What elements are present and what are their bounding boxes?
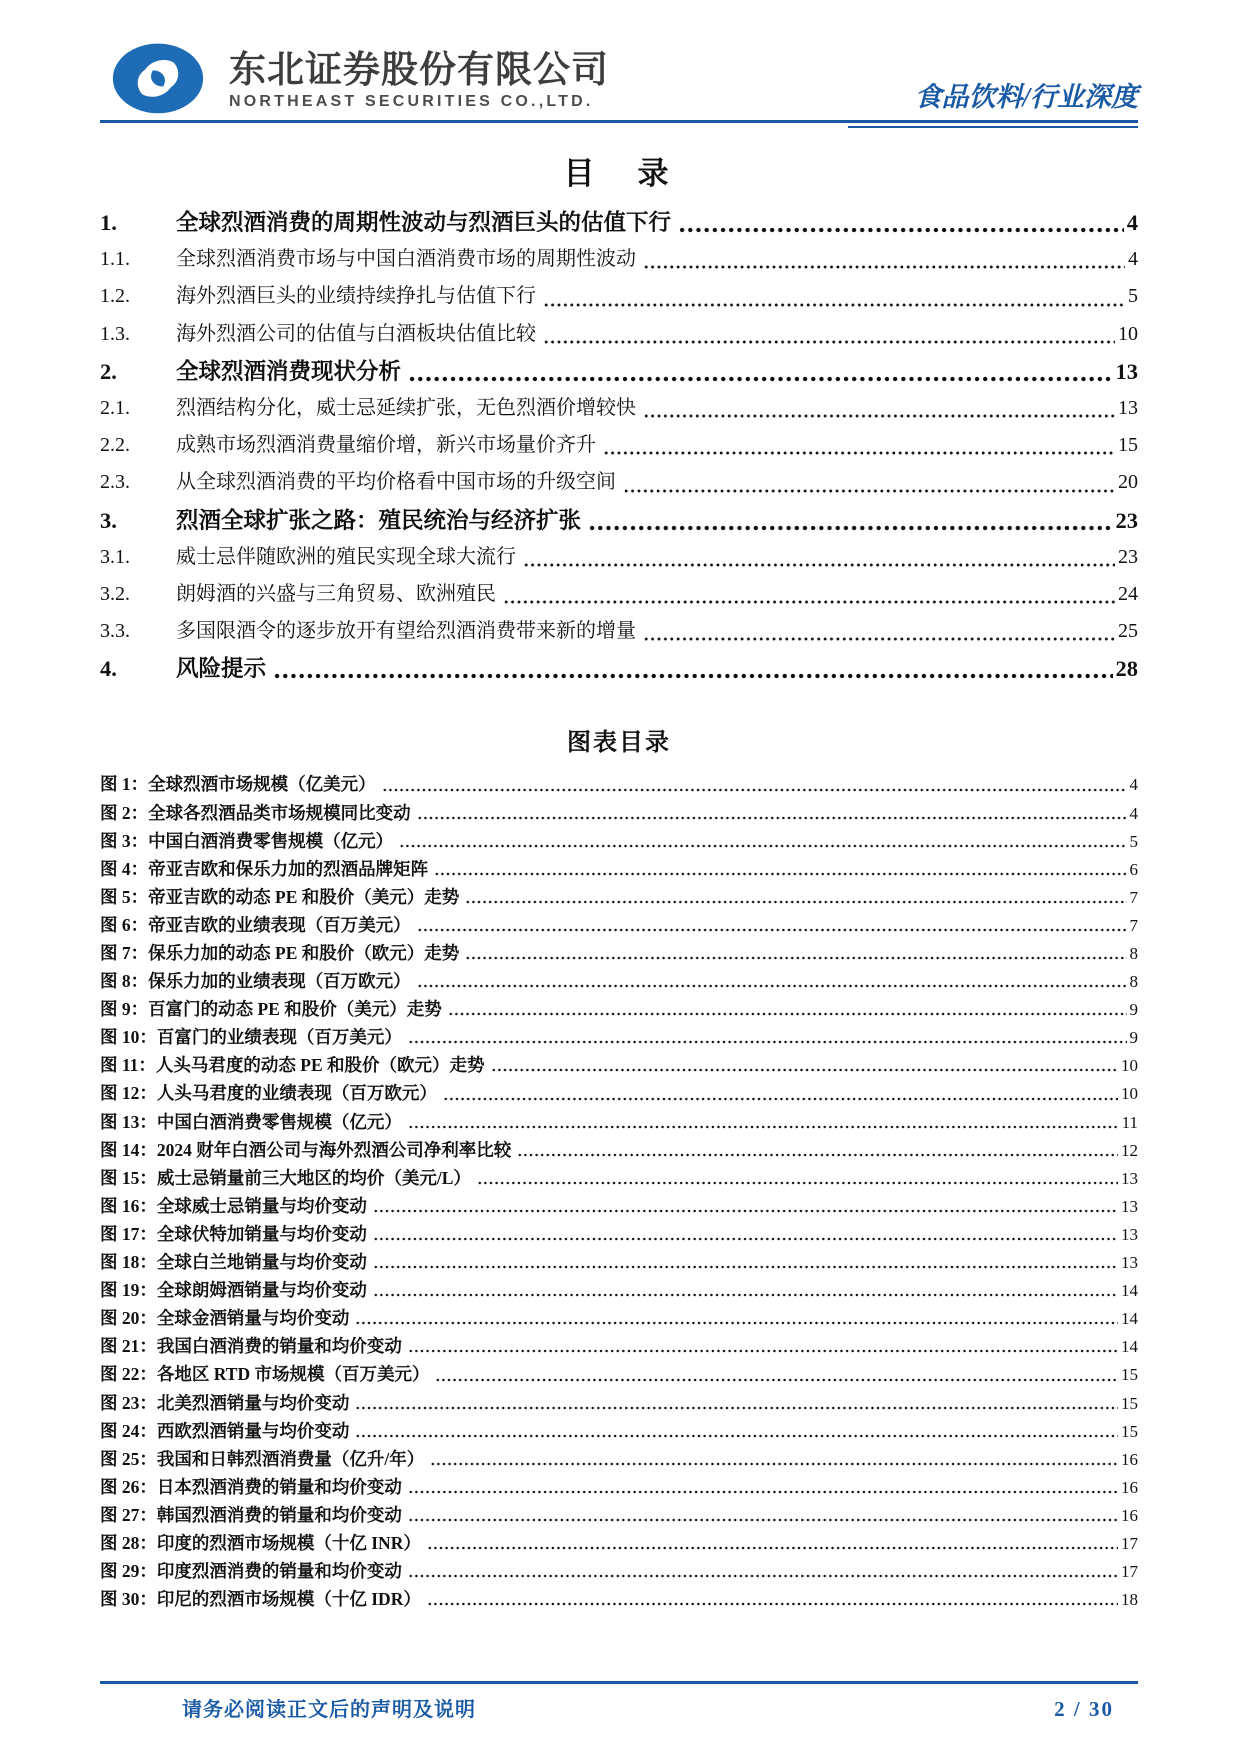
toc-entry[interactable] xyxy=(100,540,1138,577)
figure-entry-page: 8 xyxy=(1129,972,1138,992)
toc-entry-title: 多国限酒令的逐步放开有望给烈酒消费带来新的增量 xyxy=(176,620,636,643)
dot-leader xyxy=(543,300,1125,310)
figure-entry-page: 13 xyxy=(1121,1224,1138,1244)
dot-leader xyxy=(355,1432,1118,1440)
figure-entry-page: 7 xyxy=(1129,915,1138,935)
dot-leader xyxy=(373,1235,1118,1243)
toc-entry-page: 23 xyxy=(1115,507,1138,533)
dot-leader xyxy=(465,954,1126,962)
figure-entry-label: 图 24：西欧烈酒销量与均价变动 xyxy=(100,1420,350,1441)
figure-entry-page: 8 xyxy=(1129,944,1138,963)
report-header xyxy=(100,42,1138,118)
figure-entry-label: 图 26：日本烈酒消费的销量和均价变动 xyxy=(100,1476,402,1497)
toc-entry[interactable] xyxy=(100,205,1138,242)
figure-entry-page: 16 xyxy=(1121,1505,1138,1525)
figure-entry-label: 图 5：帝亚吉欧的动态 PE 和股价（美元）走势 xyxy=(100,886,460,907)
figure-entry-label: 图 15：威士忌销量前三大地区的均价（美元/L） xyxy=(100,1167,471,1188)
toc-entry-number: 3.2. xyxy=(100,582,130,605)
dot-leader xyxy=(643,262,1125,272)
figure-entry-label: 图 22：各地区 RTD 市场规模（百万美元） xyxy=(100,1364,430,1385)
toc-entry[interactable] xyxy=(100,391,1138,428)
toc-entry-title: 全球烈酒消费市场与中国白酒消费市场的周期性波动 xyxy=(176,248,636,271)
dot-leader xyxy=(448,1010,1127,1018)
dot-leader xyxy=(434,870,1126,878)
dot-leader xyxy=(623,486,1115,496)
figure-entry[interactable] xyxy=(100,1305,1138,1333)
company-name-cn: 东北证券股份有限公司 xyxy=(229,48,609,90)
dot-leader xyxy=(643,634,1115,644)
toc-entry-title: 烈酒全球扩张之路：殖民统治与经济扩张 xyxy=(176,507,582,533)
toc-entry[interactable] xyxy=(100,428,1138,465)
figure-entry[interactable] xyxy=(100,1361,1138,1389)
figure-entry[interactable] xyxy=(100,828,1138,856)
dot-leader xyxy=(465,898,1126,906)
dot-leader xyxy=(373,1291,1118,1299)
figure-entry[interactable] xyxy=(100,1137,1138,1165)
figure-entry[interactable] xyxy=(100,1221,1138,1249)
figure-entry-label: 图 9：百富门的动态 PE 和股价（美元）走势 xyxy=(100,999,442,1020)
dot-leader xyxy=(603,448,1115,458)
toc-entry-number: 3.1. xyxy=(100,545,130,568)
figure-entry[interactable] xyxy=(100,1558,1138,1586)
figure-entry-page: 6 xyxy=(1129,859,1138,879)
toc-entry-title: 朗姆酒的兴盛与三角贸易、欧洲殖民 xyxy=(176,582,496,605)
toc-entry-title: 烈酒结构分化，威士忌延续扩张，无色烈酒价增较快 xyxy=(176,396,636,419)
figure-entry[interactable] xyxy=(100,1502,1138,1530)
dot-leader xyxy=(643,411,1115,421)
figure-entry[interactable] xyxy=(100,1052,1138,1080)
figure-entry[interactable] xyxy=(100,940,1138,968)
dot-leader xyxy=(427,1600,1118,1608)
toc-entry[interactable] xyxy=(100,651,1138,688)
figure-entry[interactable] xyxy=(100,1024,1138,1052)
figure-entry-label: 图 28：印度的烈酒市场规模（十亿 INR） xyxy=(100,1532,421,1553)
figure-entry-label: 图 18：全球白兰地销量与均价变动 xyxy=(100,1252,367,1273)
company-logo-icon xyxy=(100,42,216,118)
figure-entry-label: 图 2：全球各烈酒品类市场规模同比变动 xyxy=(100,802,411,823)
dot-leader xyxy=(408,1572,1118,1580)
toc-entry[interactable] xyxy=(100,577,1138,614)
dot-leader xyxy=(523,560,1115,570)
figure-entry-label: 图 6：帝亚吉欧的业绩表现（百万美元） xyxy=(100,914,411,935)
figure-entry[interactable] xyxy=(100,884,1138,912)
toc-entry-title: 从全球烈酒消费的平均价格看中国市场的升级空间 xyxy=(176,471,616,494)
dot-leader xyxy=(382,786,1127,794)
figure-entry[interactable] xyxy=(100,1418,1138,1446)
toc-entry-page: 15 xyxy=(1118,434,1138,457)
dot-leader xyxy=(678,224,1124,236)
dot-leader xyxy=(491,1066,1118,1074)
toc-entry-page: 4 xyxy=(1126,210,1138,235)
toc-entry[interactable] xyxy=(100,354,1138,391)
toc-title: 目 录 xyxy=(563,156,675,191)
toc-entry-page: 5 xyxy=(1128,285,1138,308)
figure-entry-page: 10 xyxy=(1121,1084,1138,1104)
toc-entry-title: 海外烈酒公司的估值与白酒板块估值比较 xyxy=(176,322,536,345)
toc-entry[interactable] xyxy=(100,242,1138,279)
figure-entry-page: 10 xyxy=(1121,1056,1138,1076)
toc-entry-title: 全球烈酒消费现状分析 xyxy=(176,358,402,384)
report-page xyxy=(0,42,1241,1754)
figure-entry[interactable] xyxy=(100,1080,1138,1108)
toc-entry-page: 10 xyxy=(1118,322,1138,345)
figure-entry-label: 图 19：全球朗姆酒销量与均价变动 xyxy=(100,1280,367,1301)
dot-leader xyxy=(408,1038,1127,1046)
figure-entry-page: 15 xyxy=(1121,1393,1138,1413)
figure-entry[interactable] xyxy=(100,1109,1138,1137)
figure-entry-page: 16 xyxy=(1121,1477,1138,1497)
dot-leader xyxy=(408,1123,1119,1131)
figure-entry[interactable] xyxy=(100,1586,1138,1614)
footer-disclaimer: 请务必阅读正文后的声明及说明 xyxy=(182,1698,476,1721)
toc-entry[interactable] xyxy=(100,503,1138,540)
figure-entry-label: 图 14：2024 财年白酒公司与海外烈酒公司净利率比较 xyxy=(100,1139,512,1160)
toc-entry-page: 28 xyxy=(1115,656,1138,682)
figure-entry-label: 图 23：北美烈酒销量与均价变动 xyxy=(100,1392,350,1413)
footer-divider xyxy=(100,1681,1138,1684)
toc-entry[interactable] xyxy=(100,465,1138,502)
toc-entry-title: 威士忌伴随欧洲的殖民实现全球大流行 xyxy=(176,545,516,568)
dot-leader xyxy=(399,842,1126,850)
toc-entry-number: 1.1. xyxy=(100,248,130,271)
figure-entry-label: 图 10：百富门的业绩表现（百万美元） xyxy=(100,1027,402,1048)
figure-entry-label: 图 4：帝亚吉欧和保乐力加的烈酒品牌矩阵 xyxy=(100,858,429,879)
toc-entry-number: 2.1. xyxy=(100,396,130,419)
toc-entry-title: 全球烈酒消费的周期性波动与烈酒巨头的估值下行 xyxy=(176,210,672,235)
header-divider xyxy=(100,120,1138,128)
toc-entry-page: 13 xyxy=(1118,396,1138,419)
toc-entry-page: 24 xyxy=(1118,582,1138,605)
toc-entry-number: 1.3. xyxy=(100,322,130,345)
figure-entry-page: 14 xyxy=(1121,1281,1138,1301)
toc-entry-number: 2. xyxy=(100,358,117,384)
figure-entry-page: 5 xyxy=(1129,831,1138,851)
page-number-indicator: 2 / 30 xyxy=(1054,1696,1114,1721)
figure-entry-label: 图 29：印度烈酒消费的销量和均价变动 xyxy=(100,1561,402,1582)
figure-entry-label: 图 16：全球威士忌销量与均价变动 xyxy=(100,1195,367,1216)
figure-entry-page: 14 xyxy=(1121,1309,1138,1329)
dot-leader xyxy=(408,1347,1118,1355)
toc-entry-number: 2.2. xyxy=(100,434,130,457)
dot-leader xyxy=(408,1516,1118,1524)
company-brand xyxy=(100,42,609,118)
figure-entry-page: 4 xyxy=(1129,775,1138,795)
toc-entry-title: 成熟市场烈酒消费量缩价增，新兴市场量价齐升 xyxy=(176,434,596,457)
figure-entry-page: 15 xyxy=(1121,1421,1138,1441)
dot-leader xyxy=(427,1544,1118,1552)
figure-entry-page: 15 xyxy=(1121,1365,1138,1385)
dot-leader xyxy=(435,1376,1118,1384)
dot-leader xyxy=(543,337,1115,347)
figure-entry-label: 图 13：中国白酒消费零售规模（亿元） xyxy=(100,1111,402,1132)
figure-entry[interactable] xyxy=(100,856,1138,884)
toc-entry-number: 3. xyxy=(100,507,117,533)
report-category: 食品饮料/行业深度 xyxy=(914,82,1138,112)
figure-entry-page: 13 xyxy=(1121,1168,1138,1188)
dot-leader xyxy=(417,926,1127,934)
dot-leader xyxy=(417,814,1127,822)
figure-entry-label: 图 27：韩国烈酒消费的销量和均价变动 xyxy=(100,1504,402,1525)
dot-leader xyxy=(517,1151,1118,1159)
figure-entry-label: 图 17：全球伏特加销量与均价变动 xyxy=(100,1223,367,1244)
figure-entry[interactable] xyxy=(100,1530,1138,1558)
toc-entry[interactable] xyxy=(100,317,1138,354)
dot-leader xyxy=(588,522,1112,534)
figure-entry-label: 图 12：人头马君度的业绩表现（百万欧元） xyxy=(100,1083,437,1104)
toc-entry[interactable] xyxy=(100,279,1138,316)
figure-entry-page: 16 xyxy=(1121,1449,1138,1469)
header-divider-accent xyxy=(848,126,1138,129)
figure-entry-page: 9 xyxy=(1129,1028,1138,1048)
figure-entry-label: 图 8：保乐力加的业绩表现（百万欧元） xyxy=(100,971,411,992)
figure-entry-label: 图 3：中国白酒消费零售规模（亿元） xyxy=(100,830,394,851)
dot-leader xyxy=(373,1207,1118,1215)
figure-entry[interactable] xyxy=(100,996,1138,1024)
figure-entry-label: 图 11：人头马君度的动态 PE 和股价（欧元）走势 xyxy=(100,1055,485,1076)
figure-entry[interactable] xyxy=(100,968,1138,996)
figure-entry-label: 图 1：全球烈酒市场规模（亿美元） xyxy=(100,774,376,795)
figure-entry-page: 13 xyxy=(1121,1196,1138,1216)
figure-entry[interactable] xyxy=(100,912,1138,940)
figure-entry[interactable] xyxy=(100,1446,1138,1474)
dot-leader xyxy=(477,1179,1118,1187)
figure-entry[interactable] xyxy=(100,800,1138,828)
toc-entry-number: 3.3. xyxy=(100,620,130,643)
figure-entry-label: 图 20：全球金酒销量与均价变动 xyxy=(100,1308,350,1329)
figure-list-title: 图表目录 xyxy=(567,730,671,757)
figure-entry[interactable] xyxy=(100,1333,1138,1361)
figure-entry[interactable] xyxy=(100,1193,1138,1221)
toc-entry-page: 20 xyxy=(1118,471,1138,494)
figure-entry-page: 7 xyxy=(1129,887,1138,907)
figure-entry-page: 9 xyxy=(1129,1000,1138,1020)
dot-leader xyxy=(355,1319,1118,1327)
figure-entry-label: 图 30：印尼的烈酒市场规模（十亿 IDR） xyxy=(100,1589,421,1610)
figure-entry-page: 17 xyxy=(1121,1562,1138,1582)
dot-leader xyxy=(355,1404,1118,1412)
figure-entry-page: 11 xyxy=(1121,1112,1138,1132)
toc-entry-number: 4. xyxy=(100,656,117,682)
report-footer xyxy=(100,1681,1138,1722)
figure-entry-page: 18 xyxy=(1121,1590,1138,1610)
dot-leader xyxy=(373,1263,1118,1271)
figure-entry-label: 图 25：我国和日韩烈酒消费量（亿升/年） xyxy=(100,1448,425,1469)
toc-entry-page: 23 xyxy=(1118,545,1138,568)
toc-entry[interactable] xyxy=(100,614,1138,651)
figure-entry-page: 13 xyxy=(1121,1253,1138,1273)
toc-entry-number: 2.3. xyxy=(100,471,130,494)
figure-list xyxy=(100,771,1138,1614)
dot-leader xyxy=(273,670,1112,682)
toc-entry-page: 4 xyxy=(1128,248,1138,271)
figure-entry[interactable] xyxy=(100,1249,1138,1277)
figure-entry-page: 4 xyxy=(1129,803,1138,823)
figure-entry-label: 图 7：保乐力加的动态 PE 和股价（欧元）走势 xyxy=(100,943,460,963)
figure-entry[interactable] xyxy=(100,1165,1138,1193)
figure-entry-page: 12 xyxy=(1121,1140,1138,1160)
figure-entry-page: 14 xyxy=(1121,1337,1138,1357)
dot-leader xyxy=(503,597,1115,607)
figure-entry[interactable] xyxy=(100,771,1138,799)
toc-entry-title: 风险提示 xyxy=(176,656,267,682)
figure-entry[interactable] xyxy=(100,1390,1138,1418)
company-name-en: NORTHEAST SECURITIES CO.,LTD. xyxy=(229,93,594,111)
dot-leader xyxy=(443,1095,1118,1103)
toc-entry-page: 13 xyxy=(1115,358,1138,384)
toc-entry-title: 海外烈酒巨头的业绩持续挣扎与估值下行 xyxy=(176,285,536,308)
dot-leader xyxy=(417,982,1127,990)
toc-entry-page: 25 xyxy=(1118,620,1138,643)
figure-entry-page: 17 xyxy=(1121,1533,1138,1553)
figure-entry-label: 图 21：我国白酒消费的销量和均价变动 xyxy=(100,1336,402,1357)
dot-leader xyxy=(430,1460,1118,1468)
header-divider-line xyxy=(100,120,1138,123)
toc-entry-number: 1.2. xyxy=(100,285,130,308)
toc-entry-number: 1. xyxy=(100,210,117,235)
dot-leader xyxy=(408,1488,1118,1496)
figure-entry[interactable] xyxy=(100,1474,1138,1502)
figure-entry[interactable] xyxy=(100,1277,1138,1305)
toc-list xyxy=(100,205,1138,688)
dot-leader xyxy=(408,373,1112,385)
